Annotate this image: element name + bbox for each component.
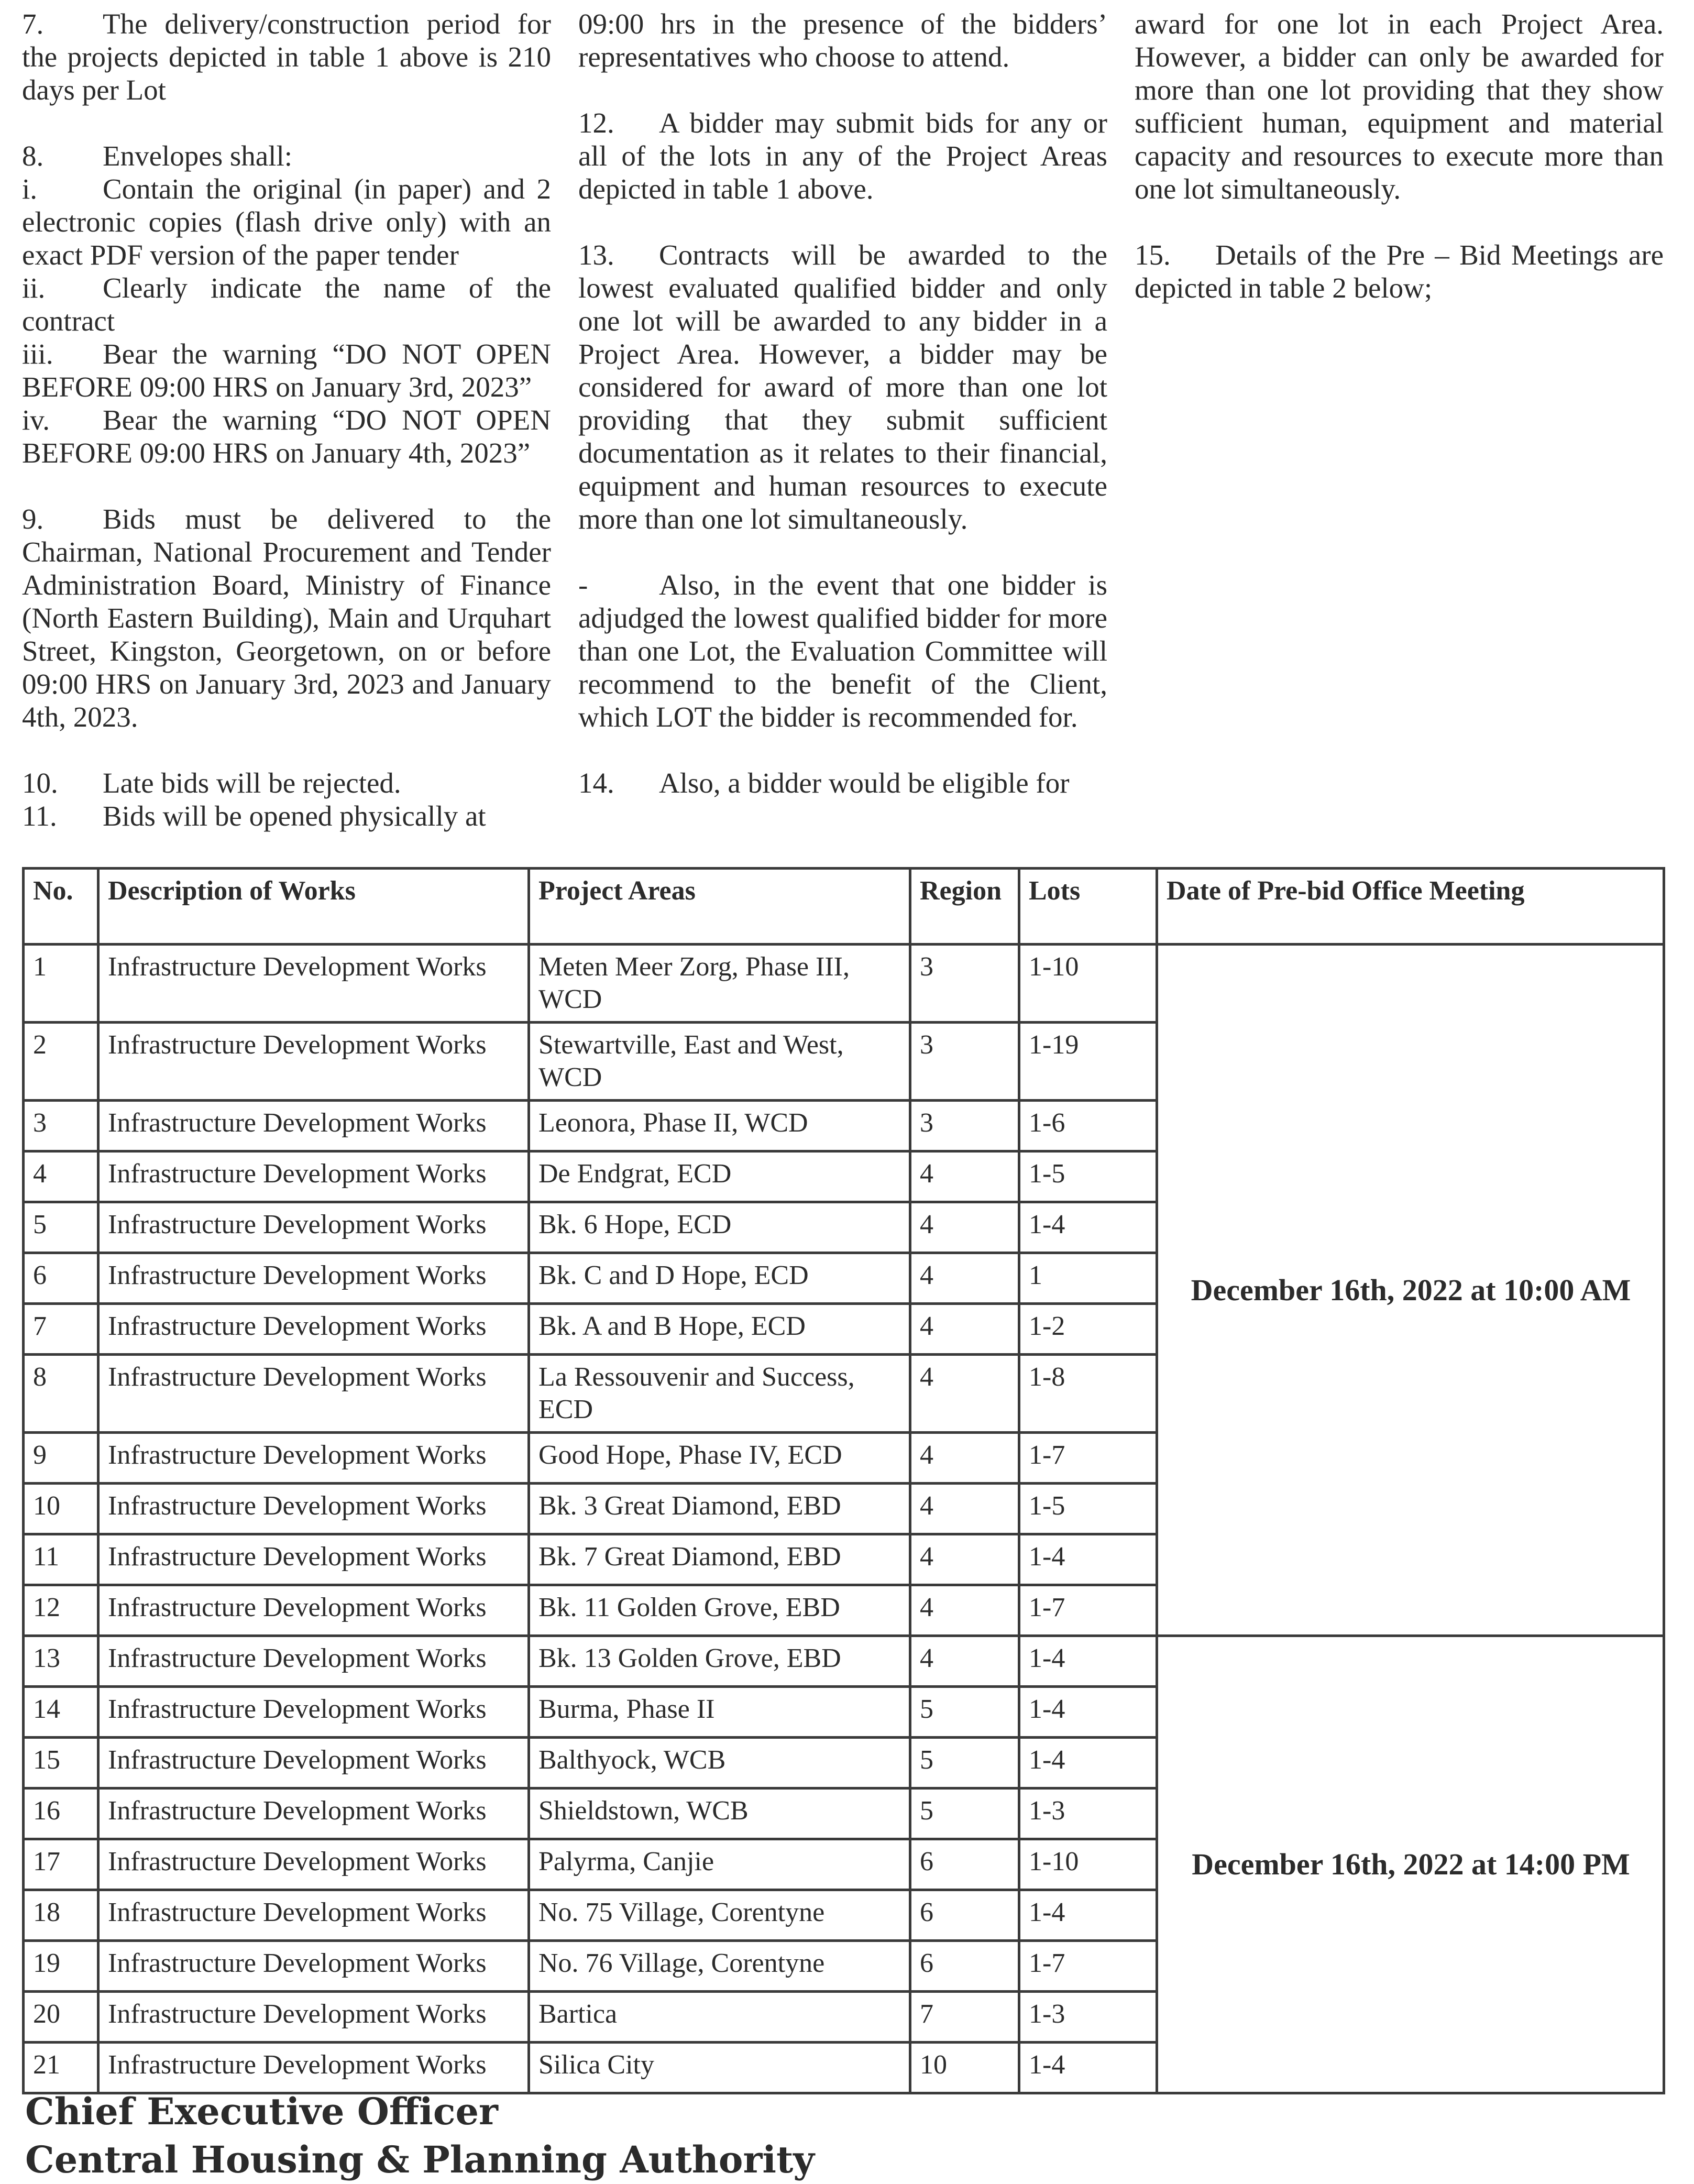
paragraph (578, 568, 1107, 733)
paragraph-text: Bids will be opened physically at (103, 800, 486, 832)
paragraph-number: ii. (22, 272, 46, 304)
paragraph (578, 238, 1107, 535)
paragraph (22, 172, 551, 271)
cell-lots: 1-8 (1019, 1355, 1157, 1433)
cell-lots: 1-7 (1019, 1433, 1157, 1484)
cell-no: 12 (24, 1585, 98, 1636)
cell-region: 3 (910, 945, 1019, 1023)
cell-lots: 1-4 (1019, 1202, 1157, 1253)
cell-region: 3 (910, 1023, 1019, 1101)
paragraph-text: A bidder may submit bids for any or all of the lots in any of the Project Areas depicted in table 1 above. (578, 107, 1107, 205)
cell-description: Infrastructure Development Works (98, 1687, 529, 1738)
cell-lots: 1-5 (1019, 1151, 1157, 1202)
text-column-3 (1135, 7, 1664, 337)
cell-region: 4 (910, 1355, 1019, 1433)
text-column-2 (578, 7, 1107, 832)
cell-no: 17 (24, 1839, 98, 1890)
text-column-1 (22, 7, 551, 865)
table-header-row (24, 869, 1664, 945)
paragraph (22, 7, 551, 106)
cell-no: 7 (24, 1304, 98, 1355)
cell-no: 18 (24, 1890, 98, 1941)
paragraph (22, 337, 551, 403)
cell-description: Infrastructure Development Works (98, 945, 529, 1023)
cell-region: 5 (910, 1788, 1019, 1839)
paragraph-text: Contain the original (in paper) and 2 electronic copies (flash drive only) with an exact PDF version of the paper tender (22, 173, 551, 271)
paragraph-text: Bear the warning “DO NOT OPEN BEFORE 09:00 HRS on January 4th, 2023” (22, 404, 551, 469)
cell-region: 6 (910, 1941, 1019, 1992)
cell-region: 4 (910, 1202, 1019, 1253)
cell-no: 2 (24, 1023, 98, 1101)
paragraph (578, 7, 1107, 73)
paragraph-number: 14. (578, 767, 614, 799)
paragraph-number: iv. (22, 404, 50, 436)
paragraph-text: award for one lot in each Project Area. However, a bidder can only be awarded for more than one lot providing that they show sufficient human, equipment and material capacity and resources to execute more than one lot simultaneously. (1135, 8, 1664, 205)
signature-organization: Central Housing & Planning Authority (25, 2138, 815, 2181)
paragraph-text: Details of the Pre – Bid Meetings are depicted in table 2 below; (1135, 239, 1664, 304)
header-lots: Lots (1019, 869, 1157, 945)
paragraph (22, 403, 551, 469)
cell-region: 5 (910, 1687, 1019, 1738)
cell-region: 7 (910, 1992, 1019, 2043)
cell-area: Shieldstown, WCB (529, 1788, 910, 1839)
cell-area: No. 75 Village, Corentyne (529, 1890, 910, 1941)
header-project-areas: Project Areas (529, 869, 910, 945)
cell-area: Bartica (529, 1992, 910, 2043)
cell-lots: 1-4 (1019, 1890, 1157, 1941)
cell-no: 10 (24, 1484, 98, 1534)
paragraph-text: Also, in the event that one bidder is adjudged the lowest qualified bidder for more than one Lot, the Evaluation Committee will recommend to the benefit of the Client, which LOT the bidder is recommended for. (578, 569, 1107, 733)
cell-description: Infrastructure Development Works (98, 1992, 529, 2043)
paragraph-number: 11. (22, 800, 57, 832)
cell-region: 4 (910, 1151, 1019, 1202)
paragraph-number: 7. (22, 8, 44, 40)
paragraph (1135, 7, 1664, 205)
paragraph-text: Contracts will be awarded to the lowest evaluated qualified bidder and only one lot will be awarded to any bidder in a Project Area. However, a bidder may be considered for award of more than one lot providing that they submit sufficient documentation as it relates to their financial, equipment and human resources to execute more than one lot simultaneously. (578, 239, 1107, 535)
cell-no: 1 (24, 945, 98, 1023)
signature-title: Chief Executive Officer (25, 2090, 498, 2133)
cell-lots: 1-4 (1019, 2043, 1157, 2093)
cell-no: 9 (24, 1433, 98, 1484)
cell-description: Infrastructure Development Works (98, 1433, 529, 1484)
cell-no: 14 (24, 1687, 98, 1738)
paragraph-text: 09:00 hrs in the presence of the bidders’ representatives who choose to attend. (578, 8, 1107, 73)
paragraph-number: 9. (22, 503, 44, 535)
cell-description: Infrastructure Development Works (98, 1941, 529, 1992)
paragraph-number: i. (22, 173, 38, 205)
cell-description: Infrastructure Development Works (98, 1738, 529, 1788)
cell-area: Good Hope, Phase IV, ECD (529, 1433, 910, 1484)
cell-description: Infrastructure Development Works (98, 1636, 529, 1687)
cell-region: 4 (910, 1534, 1019, 1585)
cell-area: Bk. A and B Hope, ECD (529, 1304, 910, 1355)
cell-no: 13 (24, 1636, 98, 1687)
cell-area: Meten Meer Zorg, Phase III, WCD (529, 945, 910, 1023)
cell-region: 4 (910, 1253, 1019, 1304)
signature-block (25, 2088, 815, 2184)
paragraph (22, 799, 551, 832)
works-table (22, 867, 1665, 2094)
cell-area: Balthyock, WCB (529, 1738, 910, 1788)
header-no: No. (24, 869, 98, 945)
cell-description: Infrastructure Development Works (98, 1534, 529, 1585)
paragraph (578, 106, 1107, 205)
cell-description: Infrastructure Development Works (98, 1202, 529, 1253)
paragraph-text: Clearly indicate the name of the contract (22, 272, 551, 337)
cell-no: 11 (24, 1534, 98, 1585)
cell-area: Bk. 3 Great Diamond, EBD (529, 1484, 910, 1534)
cell-no: 5 (24, 1202, 98, 1253)
cell-description: Infrastructure Development Works (98, 1839, 529, 1890)
cell-description: Infrastructure Development Works (98, 1151, 529, 1202)
cell-area: La Ressouvenir and Success, ECD (529, 1355, 910, 1433)
cell-lots: 1-2 (1019, 1304, 1157, 1355)
cell-lots: 1-3 (1019, 1788, 1157, 1839)
paragraph-number: 8. (22, 140, 44, 172)
cell-description: Infrastructure Development Works (98, 1585, 529, 1636)
cell-lots: 1-3 (1019, 1992, 1157, 2043)
cell-lots: 1-4 (1019, 1534, 1157, 1585)
cell-no: 15 (24, 1738, 98, 1788)
meeting-date-cell: December 16th, 2022 at 14:00 PM (1157, 1636, 1664, 2093)
cell-lots: 1-7 (1019, 1585, 1157, 1636)
paragraph (22, 502, 551, 733)
cell-lots: 1-5 (1019, 1484, 1157, 1534)
paragraph-number: 10. (22, 767, 58, 799)
cell-area: Bk. 11 Golden Grove, EBD (529, 1585, 910, 1636)
paragraph-text: The delivery/construction period for the projects depicted in table 1 above is 210 days per Lot (22, 8, 551, 106)
cell-region: 4 (910, 1585, 1019, 1636)
cell-area: Bk. 6 Hope, ECD (529, 1202, 910, 1253)
cell-lots: 1-10 (1019, 945, 1157, 1023)
cell-region: 4 (910, 1484, 1019, 1534)
cell-lots: 1-10 (1019, 1839, 1157, 1890)
cell-area: Burma, Phase II (529, 1687, 910, 1738)
cell-no: 20 (24, 1992, 98, 2043)
cell-region: 4 (910, 1304, 1019, 1355)
paragraph-number: 12. (578, 107, 614, 139)
paragraph-text: Bids must be delivered to the Chairman, National Procurement and Tender Administration Board, Ministry of Finance (North Eastern Building), Main and Urquhart Street, Kingston, Georgetown, on or before 09:00 HRS on January 3rd, 2023 and January 4th, 2023. (22, 503, 551, 733)
cell-description: Infrastructure Development Works (98, 1355, 529, 1433)
cell-description: Infrastructure Development Works (98, 1304, 529, 1355)
paragraph (22, 139, 551, 172)
paragraph (22, 766, 551, 799)
cell-region: 3 (910, 1101, 1019, 1151)
paragraph-number: iii. (22, 338, 53, 370)
cell-description: Infrastructure Development Works (98, 1484, 529, 1534)
cell-no: 8 (24, 1355, 98, 1433)
header-meeting-date: Date of Pre-bid Office Meeting (1157, 869, 1664, 945)
header-region: Region (910, 869, 1019, 945)
paragraph-text: Also, a bidder would be eligible for (659, 767, 1070, 799)
cell-area: De Endgrat, ECD (529, 1151, 910, 1202)
cell-area: Stewartville, East and West, WCD (529, 1023, 910, 1101)
table-row (24, 1636, 1664, 1687)
paragraph-number: 15. (1135, 239, 1171, 271)
cell-region: 6 (910, 1839, 1019, 1890)
cell-no: 6 (24, 1253, 98, 1304)
cell-description: Infrastructure Development Works (98, 1788, 529, 1839)
paragraph (1135, 238, 1664, 304)
cell-lots: 1 (1019, 1253, 1157, 1304)
cell-region: 4 (910, 1433, 1019, 1484)
cell-area: Leonora, Phase II, WCD (529, 1101, 910, 1151)
cell-lots: 1-4 (1019, 1636, 1157, 1687)
cell-area: Palyrma, Canjie (529, 1839, 910, 1890)
paragraph (22, 271, 551, 337)
paragraph-text: Envelopes shall: (103, 140, 293, 172)
cell-area: No. 76 Village, Corentyne (529, 1941, 910, 1992)
cell-lots: 1-6 (1019, 1101, 1157, 1151)
cell-no: 16 (24, 1788, 98, 1839)
cell-no: 3 (24, 1101, 98, 1151)
cell-no: 21 (24, 2043, 98, 2093)
paragraph-text: Late bids will be rejected. (103, 767, 401, 799)
table-row (24, 945, 1664, 1023)
paragraph-number: 13. (578, 239, 614, 271)
cell-description: Infrastructure Development Works (98, 1890, 529, 1941)
paragraph (578, 766, 1107, 799)
cell-area: Silica City (529, 2043, 910, 2093)
cell-region: 6 (910, 1890, 1019, 1941)
cell-region: 5 (910, 1738, 1019, 1788)
cell-description: Infrastructure Development Works (98, 1101, 529, 1151)
cell-area: Bk. 13 Golden Grove, EBD (529, 1636, 910, 1687)
cell-description: Infrastructure Development Works (98, 1253, 529, 1304)
cell-region: 10 (910, 2043, 1019, 2093)
cell-region: 4 (910, 1636, 1019, 1687)
header-description: Description of Works (98, 869, 529, 945)
cell-lots: 1-4 (1019, 1738, 1157, 1788)
cell-description: Infrastructure Development Works (98, 1023, 529, 1101)
cell-no: 19 (24, 1941, 98, 1992)
paragraph-number: - (578, 569, 588, 601)
cell-lots: 1-19 (1019, 1023, 1157, 1101)
paragraph-text: Bear the warning “DO NOT OPEN BEFORE 09:00 HRS on January 3rd, 2023” (22, 338, 551, 403)
cell-no: 4 (24, 1151, 98, 1202)
cell-description: Infrastructure Development Works (98, 2043, 529, 2093)
cell-area: Bk. C and D Hope, ECD (529, 1253, 910, 1304)
cell-area: Bk. 7 Great Diamond, EBD (529, 1534, 910, 1585)
meeting-date-cell: December 16th, 2022 at 10:00 AM (1157, 945, 1664, 1636)
cell-lots: 1-7 (1019, 1941, 1157, 1992)
cell-lots: 1-4 (1019, 1687, 1157, 1738)
